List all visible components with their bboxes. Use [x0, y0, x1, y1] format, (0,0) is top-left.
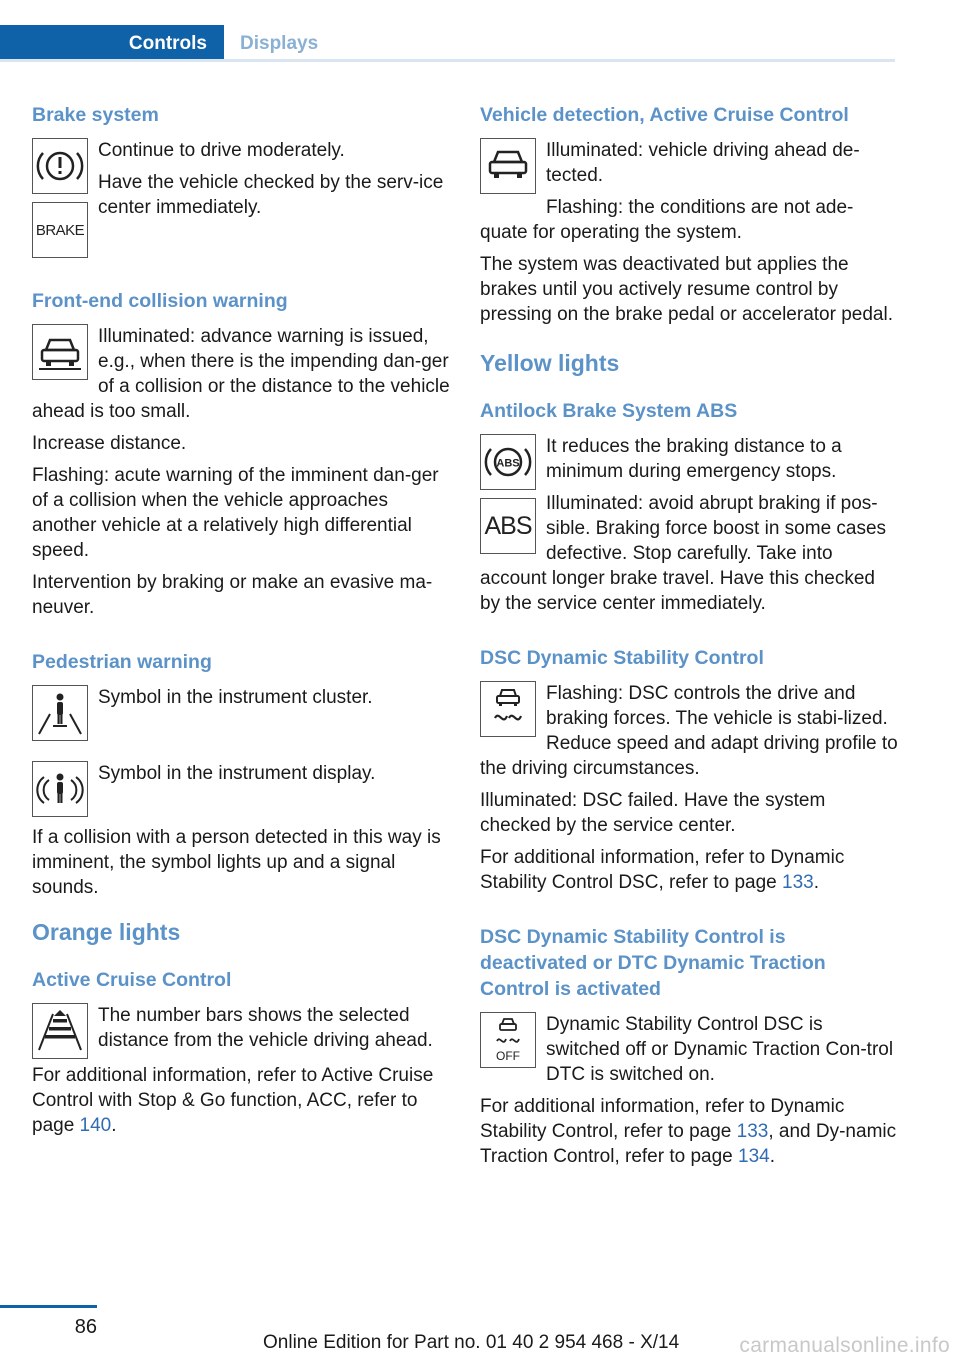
dsc-text-1: Flashing: DSC controls the drive and braking forces. The vehicle is stabi-lized. Reduce speed and adapt driving profile to the driving circumstances. [480, 683, 898, 779]
ped-section-1 [32, 685, 450, 749]
dtc-section [480, 1012, 898, 1094]
vehicle-detected-icon [480, 138, 536, 194]
brake-section [32, 138, 450, 266]
dsc-text-3 [480, 845, 898, 895]
heading-yellow-lights: Yellow lights [480, 350, 620, 376]
pedestrian-cluster-icon [32, 685, 88, 741]
acc-text-2-post: . [111, 1115, 117, 1136]
dtc-text-2-mid: , and Dy-namic Traction Control, refer to page [480, 1121, 897, 1167]
heading-active-cruise-control: Active Cruise Control [32, 969, 232, 991]
distance-bars-icon [32, 1003, 88, 1059]
vd-text-1: Illuminated: vehicle driving ahead de-tected. [546, 140, 860, 186]
heading-orange-lights: Orange lights [32, 919, 181, 945]
footer-rule [0, 1305, 97, 1308]
brake-text-1: Continue to drive moderately. [98, 140, 345, 161]
header-tabs [0, 25, 895, 63]
abs-circle-icon [480, 434, 536, 490]
dtc-text-2 [480, 1094, 898, 1169]
ped-section-2 [32, 761, 450, 825]
vd-text-3: The system was deactivated but applies the brakes until you actively resume control by pressing on the brake pedal or accelerator pedal. [480, 254, 893, 325]
abs-circle-label: ABS [496, 457, 520, 470]
ped-text-3: If a collision with a person detected in this way is imminent, the symbol lights up and a signal sounds. [32, 827, 441, 898]
brake-text-2: Have the vehicle checked by the serv-ice center immediately. [98, 172, 444, 218]
heading-dsc-off-dtc: DSC Dynamic Stability Control is deactivated or DTC Dynamic Traction Control is activated [480, 926, 826, 1000]
acc-text-2 [32, 1063, 450, 1138]
heading-vehicle-detection: Vehicle detection, Active Cruise Control [480, 104, 849, 126]
watermark: carmanualsonline.info [739, 1334, 950, 1357]
vd-text-2: Flashing: the conditions are not ade-quate for operating the system. [480, 197, 854, 243]
dsc-text-2: Illuminated: DSC failed. Have the system checked by the service center. [480, 790, 826, 836]
fcw-text-2: Increase distance. [32, 433, 187, 454]
dsc-section [480, 681, 898, 788]
heading-pedestrian-warning: Pedestrian warning [32, 651, 212, 673]
dtc-text-2-post: . [769, 1146, 776, 1167]
fcw-text-4: Intervention by braking or make an evasive ma-neuver. [32, 572, 433, 618]
abs-section [480, 434, 898, 623]
dtc-text-2-pre: For additional information, refer to Dynamic Stability Control, refer to page [480, 1096, 845, 1142]
dsc-text-3-pre: For additional information, refer to Dynamic Stability Control DSC, refer to page [480, 847, 845, 893]
dtc-text-1: Dynamic Stability Control DSC is switched off or Dynamic Traction Con-trol DTC is switched on. [546, 1014, 894, 1085]
page-link-140[interactable]: 140 [79, 1115, 112, 1136]
page-link-133b[interactable]: 133 [736, 1121, 769, 1142]
dsc-off-label: OFF [496, 1049, 520, 1063]
car-ahead-icon [32, 324, 88, 380]
acc-text-1: The number bars shows the selected distance from the vehicle driving ahead. [98, 1005, 433, 1051]
fcw-text-1: Illuminated: advance warning is issued, e.g., when there is the impending dan-ger of a collision or the distance to the vehicle ahead is too small. [32, 326, 450, 422]
dsc-skid-icon [480, 681, 536, 737]
page-link-134[interactable]: 134 [738, 1146, 770, 1167]
dsc-text-3-post: . [813, 872, 820, 893]
pedestrian-display-icon [32, 761, 88, 817]
abs-icon-label: ABS [484, 511, 532, 540]
abs-text-2: Illuminated: avoid abrupt braking if pos-sible. Braking force boost in some cases defective. Stop carefully. Take into account longer brake travel. Have this checked by the service center immediately. [480, 493, 887, 614]
heading-brake-system: Brake system [32, 104, 159, 126]
acc-text-2-pre: For additional information, refer to Active Cruise Control with Stop & Go function, ACC, refer to page [32, 1065, 434, 1136]
heading-front-collision: Front-end collision warning [32, 290, 288, 312]
header-rule [0, 59, 895, 62]
abs-text-1: It reduces the braking distance to a minimum during emergency stops. [546, 436, 842, 482]
tab-controls[interactable]: Controls [0, 25, 224, 62]
right-column [480, 102, 898, 1176]
brake-text-icon [32, 202, 88, 258]
brake-warning-icon [32, 138, 88, 194]
page-number: 86 [74, 1316, 97, 1338]
brake-icon-label: BRAKE [35, 221, 85, 239]
dsc-off-icon [480, 1012, 536, 1068]
vd-section [480, 138, 898, 252]
heading-abs: Antilock Brake System ABS [480, 400, 738, 422]
page-link-133[interactable]: 133 [782, 872, 814, 893]
ped-text-2: Symbol in the instrument display. [98, 763, 376, 784]
tab-displays[interactable]: Displays [240, 33, 319, 54]
ped-text-1: Symbol in the instrument cluster. [98, 687, 373, 708]
fcw-section [32, 324, 450, 431]
acc-section [32, 1003, 450, 1063]
abs-text-icon [480, 498, 536, 554]
edition-note: Online Edition for Part no. 01 40 2 954 468 - X/14 [263, 1332, 680, 1353]
left-column [32, 102, 450, 1145]
heading-dsc: DSC Dynamic Stability Control [480, 647, 764, 669]
fcw-text-3: Flashing: acute warning of the imminent dan-ger of a collision when the vehicle approaches another vehicle at a relatively high differential speed. [32, 465, 439, 561]
